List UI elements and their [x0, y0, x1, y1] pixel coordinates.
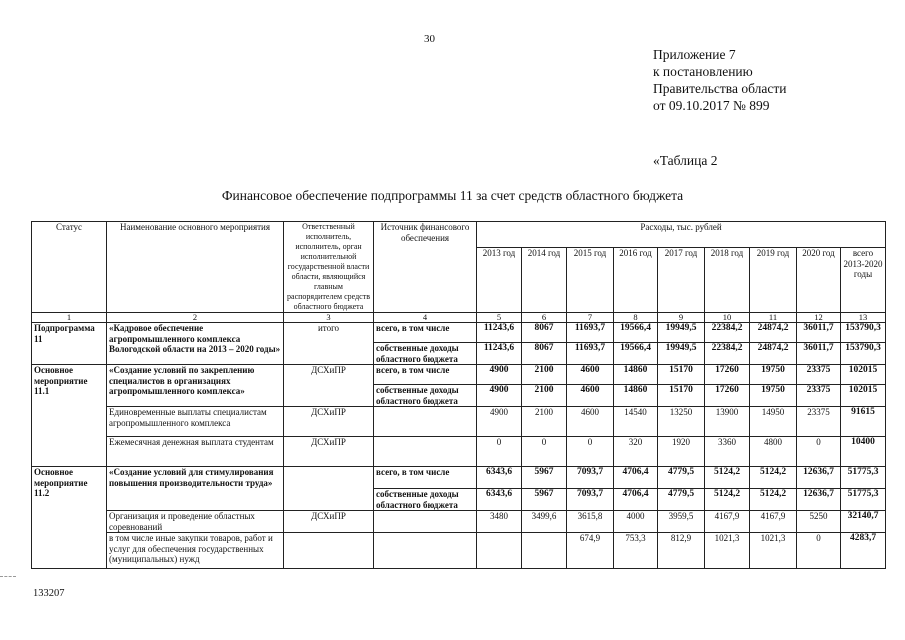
year-value-cell: 4779,5 [658, 489, 705, 511]
header-year-6: 2018 год [705, 248, 750, 313]
year-value-cell: 753,3 [614, 533, 658, 569]
table-row [32, 407, 886, 437]
year-value-cell: 11693,7 [567, 323, 614, 343]
year-value-cell: 1021,3 [705, 533, 750, 569]
header-year-8: 2020 год [797, 248, 841, 313]
year-value-cell: 13900 [705, 407, 750, 437]
year-value-cell: 2100 [522, 385, 567, 407]
year-value-cell: 0 [477, 437, 522, 467]
responsible-cell [284, 533, 374, 569]
year-value-cell: 7093,7 [567, 489, 614, 511]
year-value-cell: 5124,2 [750, 489, 797, 511]
header-year-7: 2019 год [750, 248, 797, 313]
table-body [32, 323, 886, 569]
year-value-cell: 3499,6 [522, 511, 567, 533]
year-value-cell: 4900 [477, 365, 522, 385]
total-value-cell: 153790,3 [841, 323, 886, 343]
header-status: Статус [32, 222, 107, 313]
financing-table [31, 221, 886, 569]
year-value-cell: 1920 [658, 437, 705, 467]
table-row [32, 323, 886, 343]
responsible-cell: итого [284, 323, 374, 365]
year-value-cell: 3615,8 [567, 511, 614, 533]
source-cell: собственные доходы областного бюджета [374, 489, 477, 511]
event-cell: в том числе иные закупки товаров, работ и услуг для обеспечения государственных (муниципальных) нужд [107, 533, 284, 569]
year-value-cell: 14950 [750, 407, 797, 437]
column-index-7: 7 [567, 313, 614, 323]
year-value-cell: 22384,2 [705, 323, 750, 343]
year-value-cell: 3959,5 [658, 511, 705, 533]
total-value-cell: 102015 [841, 365, 886, 385]
year-value-cell: 14860 [614, 385, 658, 407]
year-value-cell: 0 [797, 437, 841, 467]
year-value-cell: 5124,2 [705, 467, 750, 489]
header-source: Источник финансового обеспечения [374, 222, 477, 313]
table-row [32, 467, 886, 489]
year-value-cell: 674,9 [567, 533, 614, 569]
document-title: Финансовое обеспечение подпрограммы 11 за счет средств областного бюджета [221, 188, 684, 203]
header-year-5: 2017 год [658, 248, 705, 313]
year-value-cell: 22384,2 [705, 343, 750, 365]
year-value-cell: 4000 [614, 511, 658, 533]
page-number: 30 [424, 33, 435, 45]
year-value-cell: 2100 [522, 365, 567, 385]
event-cell: Единовременные выплаты специалистам агропромышленного комплекса [107, 407, 284, 437]
year-value-cell: 5124,2 [750, 467, 797, 489]
total-value-cell: 91615 [841, 407, 886, 437]
year-value-cell: 11243,6 [477, 323, 522, 343]
responsible-cell: ДСХиПР [284, 365, 374, 407]
source-cell: всего, в том числе [374, 365, 477, 385]
status-cell: Основное мероприятие 11.1 [32, 365, 107, 467]
responsible-cell: ДСХиПР [284, 511, 374, 533]
event-cell: Ежемесячная денежная выплата студентам [107, 437, 284, 467]
column-index-6: 6 [522, 313, 567, 323]
appendix-line-1: Приложение 7 [653, 47, 736, 62]
column-index-4: 4 [374, 313, 477, 323]
header-year-9: всего 2013-2020 годы [841, 248, 886, 313]
column-index-12: 12 [797, 313, 841, 323]
total-value-cell: 51775,3 [841, 489, 886, 511]
total-value-cell: 51775,3 [841, 467, 886, 489]
header-year-4: 2016 год [614, 248, 658, 313]
year-value-cell: 4900 [477, 385, 522, 407]
table-row [32, 365, 886, 385]
year-value-cell: 23375 [797, 385, 841, 407]
year-value-cell: 19949,5 [658, 323, 705, 343]
total-value-cell: 102015 [841, 385, 886, 407]
year-value-cell: 4167,9 [750, 511, 797, 533]
year-value-cell: 15170 [658, 365, 705, 385]
responsible-cell [284, 467, 374, 511]
year-value-cell: 23375 [797, 365, 841, 385]
year-value-cell: 6343,6 [477, 489, 522, 511]
year-value-cell: 5124,2 [705, 489, 750, 511]
year-value-cell: 5967 [522, 467, 567, 489]
source-cell [374, 437, 477, 467]
column-index-3: 3 [284, 313, 374, 323]
year-value-cell: 19750 [750, 385, 797, 407]
total-value-cell: 153790,3 [841, 343, 886, 365]
year-value-cell: 4779,5 [658, 467, 705, 489]
footer-code: 133207 [33, 588, 65, 599]
year-value-cell: 320 [614, 437, 658, 467]
event-cell: «Создание условий по закреплению специалистов в организациях агропромышленного комплекса» [107, 365, 284, 407]
header-expenses: Расходы, тыс. рублей [477, 222, 886, 248]
appendix-block [653, 46, 786, 114]
header-year-2: 2014 год [522, 248, 567, 313]
source-cell: всего, в том числе [374, 323, 477, 343]
year-value-cell: 2100 [522, 407, 567, 437]
year-value-cell: 17260 [705, 385, 750, 407]
appendix-line-2: к постановлению [653, 64, 753, 79]
year-value-cell: 812,9 [658, 533, 705, 569]
year-value-cell: 0 [522, 437, 567, 467]
year-value-cell: 13250 [658, 407, 705, 437]
header-row [32, 222, 886, 248]
event-cell: «Кадровое обеспечение агропромышленного комплекса Вологодской области на 2013 – 2020 годы» [107, 323, 284, 365]
year-value-cell: 14540 [614, 407, 658, 437]
year-value-cell: 36011,7 [797, 323, 841, 343]
year-value-cell: 19750 [750, 365, 797, 385]
header-responsible: Ответственный исполнитель, исполнитель, орган исполнительной государственной власти области, являющийся главным распорядителем средств областного бюджета [284, 222, 374, 313]
year-value-cell [477, 533, 522, 569]
column-index-9: 9 [658, 313, 705, 323]
responsible-cell: ДСХиПР [284, 437, 374, 467]
table-row [32, 437, 886, 467]
header-year-3: 2015 год [567, 248, 614, 313]
year-value-cell [522, 533, 567, 569]
year-value-cell: 24874,2 [750, 323, 797, 343]
appendix-line-4: от 09.10.2017 № 899 [653, 98, 770, 113]
source-cell: собственные доходы областного бюджета [374, 343, 477, 365]
source-cell [374, 511, 477, 533]
year-value-cell: 12636,7 [797, 489, 841, 511]
year-value-cell: 24874,2 [750, 343, 797, 365]
source-cell [374, 407, 477, 437]
table-row [32, 511, 886, 533]
status-cell: Подпрограмма 11 [32, 323, 107, 365]
table-label: «Таблица 2 [653, 153, 718, 168]
column-index-2: 2 [107, 313, 284, 323]
column-index-row [32, 313, 886, 323]
column-index-13: 13 [841, 313, 886, 323]
event-cell: «Создание условий для стимулирования повышения производительности труда» [107, 467, 284, 511]
year-value-cell: 8067 [522, 343, 567, 365]
year-value-cell: 5250 [797, 511, 841, 533]
year-value-cell: 4800 [750, 437, 797, 467]
column-index-10: 10 [705, 313, 750, 323]
year-value-cell: 12636,7 [797, 467, 841, 489]
column-index-1: 1 [32, 313, 107, 323]
year-value-cell: 5967 [522, 489, 567, 511]
year-value-cell: 7093,7 [567, 467, 614, 489]
year-value-cell: 4167,9 [705, 511, 750, 533]
total-value-cell: 32140,7 [841, 511, 886, 533]
header-event: Наименование основного мероприятия [107, 222, 284, 313]
total-value-cell: 10400 [841, 437, 886, 467]
source-cell: собственные доходы областного бюджета [374, 385, 477, 407]
year-value-cell: 36011,7 [797, 343, 841, 365]
year-value-cell: 0 [567, 437, 614, 467]
total-value-cell: 4283,7 [841, 533, 886, 569]
year-value-cell: 15170 [658, 385, 705, 407]
year-value-cell: 1021,3 [750, 533, 797, 569]
year-value-cell: 11243,6 [477, 343, 522, 365]
responsible-cell: ДСХиПР [284, 407, 374, 437]
cut-mark [0, 576, 16, 577]
year-value-cell: 19566,4 [614, 323, 658, 343]
year-value-cell: 14860 [614, 365, 658, 385]
column-index-8: 8 [614, 313, 658, 323]
header-year-1: 2013 год [477, 248, 522, 313]
status-cell: Основное мероприятие 11.2 [32, 467, 107, 569]
year-value-cell: 0 [797, 533, 841, 569]
year-value-cell: 6343,6 [477, 467, 522, 489]
year-value-cell: 4600 [567, 385, 614, 407]
year-value-cell: 19566,4 [614, 343, 658, 365]
year-value-cell: 8067 [522, 323, 567, 343]
year-value-cell: 11693,7 [567, 343, 614, 365]
source-cell [374, 533, 477, 569]
year-value-cell: 4706,4 [614, 489, 658, 511]
year-value-cell: 4900 [477, 407, 522, 437]
year-value-cell: 4706,4 [614, 467, 658, 489]
year-value-cell: 23375 [797, 407, 841, 437]
appendix-line-3: Правительства области [653, 81, 787, 96]
column-index-11: 11 [750, 313, 797, 323]
event-cell: Организация и проведение областных соревнований [107, 511, 284, 533]
column-index-5: 5 [477, 313, 522, 323]
year-value-cell: 17260 [705, 365, 750, 385]
year-value-cell: 3480 [477, 511, 522, 533]
year-value-cell: 19949,5 [658, 343, 705, 365]
table-row [32, 533, 886, 569]
year-value-cell: 4600 [567, 365, 614, 385]
year-value-cell: 3360 [705, 437, 750, 467]
year-value-cell: 4600 [567, 407, 614, 437]
source-cell: всего, в том числе [374, 467, 477, 489]
